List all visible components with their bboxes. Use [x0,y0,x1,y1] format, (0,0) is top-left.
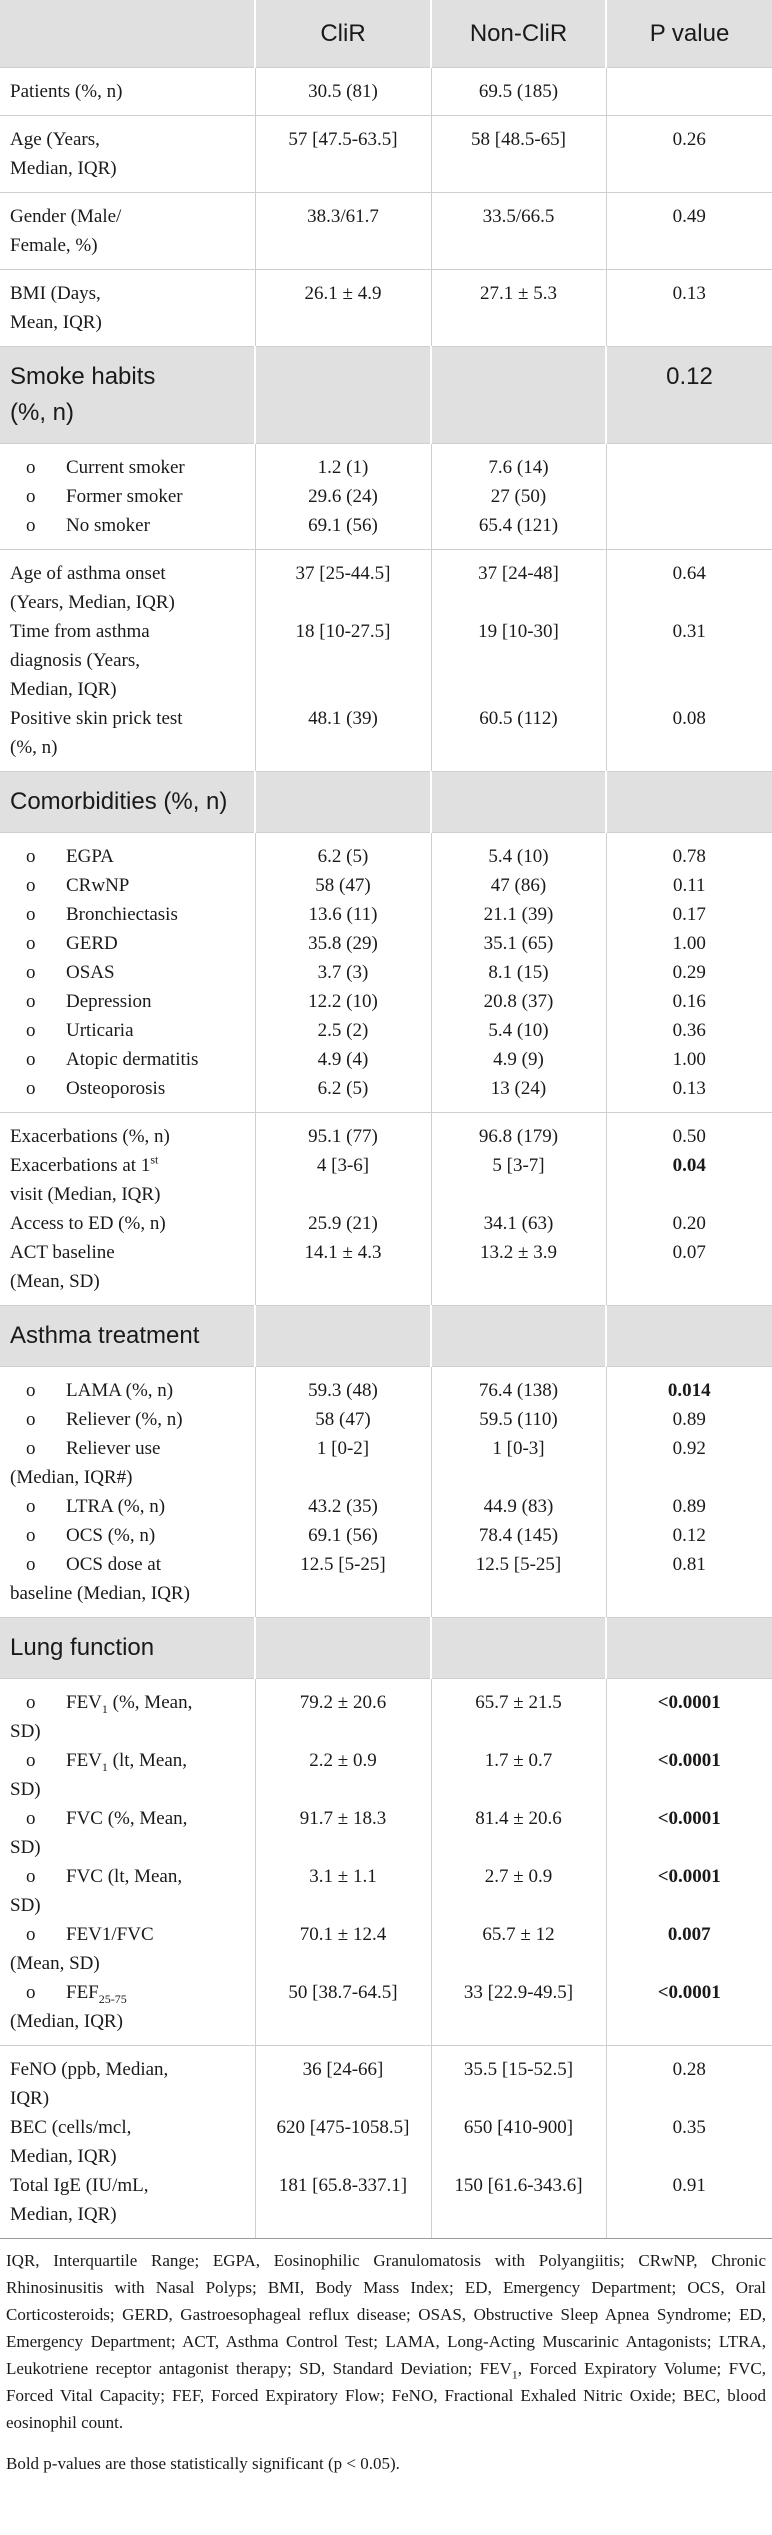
table-row: Gender (Male/ Female, %) 38.3/61.7 33.5/66.5 0.49 [0,193,772,270]
list-item: o OSAS [26,962,115,983]
table-row: Exacerbations (%, n) Exacerbations at 1st visit (Median, IQR) Access to ED (%, n) ACT baseline (Mean, SD) 95.1 (77) 4 [3-6] 25.9 (21) 14.1 ± 4.3 96.8 (179) 5 [3-7] 34.1 (63) 13.2 ± 3.9 0.50 0.04 0.20 0.07 [0,1113,772,1306]
row-label: Time from asthma [10,621,150,642]
clir-value: 25.9 (21) [308,1213,378,1234]
nonclir-value: 37 [24-48] [478,563,559,584]
list-item: o Osteoporosis [26,1078,166,1099]
nonclir-value: 5 [3-7] [492,1155,545,1176]
nonclir-value: 65.7 ± 21.5 [475,1692,562,1713]
header-nonclir: Non-CliR [431,0,606,68]
list-item: o OCS dose at [26,1554,161,1575]
nonclir-value: 1 [0-3] [492,1438,545,1459]
nonclir-value: 27.1 ± 5.3 [480,283,557,304]
table-row: FeNO (ppb, Median, IQR) BEC (cells/mcl, Median, IQR) Total IgE (IU/mL, Median, IQR) 36 [24-66] 620 [475-1058.5] 181 [65.8-337.1] 35.5 [15-52.5] 650 [410-900] 150 [61.6-343.6] 0.28 0.35 0.91 [0,2046,772,2239]
p-value [607,77,772,106]
p-value: 0.78 [672,846,706,867]
clir-value: 4.9 (4) [317,1049,369,1070]
p-value: 0.36 [672,1020,706,1041]
nonclir-value: 12.5 [5-25] [475,1554,562,1575]
clir-value: 43.2 (35) [308,1496,378,1517]
clir-value: 70.1 ± 12.4 [299,1924,387,1945]
list-item: o Reliever (%, n) [26,1409,183,1430]
nonclir-value: 13.2 ± 3.9 [480,1242,557,1263]
p-value: <0.0001 [657,1692,721,1713]
p-value: 0.35 [672,2117,706,2138]
nonclir-value: 96.8 (179) [478,1126,559,1147]
list-item: o LAMA (%, n) [26,1380,174,1401]
section-row-comorbidities [0,772,772,833]
nonclir-value: 7.6 (14) [488,457,549,478]
nonclir-value: 59.5 (110) [479,1409,558,1430]
clir-value: 35.8 (29) [308,933,378,954]
nonclir-value: 8.1 (15) [488,962,549,983]
list-item: o GERD [26,933,118,954]
p-value: 0.26 [672,129,706,150]
p-value: 0.12 [672,1525,706,1546]
p-value: 0.13 [672,283,706,304]
nonclir-value: 69.5 (185) [478,81,559,102]
list-item: o Bronchiectasis [26,904,178,925]
clir-value: 38.3/61.7 [307,206,379,227]
clir-value: 1.2 (1) [317,457,369,478]
list-item: o No smoker [26,515,150,536]
p-value: 0.08 [672,708,706,729]
p-value: 0.20 [672,1213,706,1234]
p-value: 0.92 [672,1438,706,1459]
table-row: o $FEV_1$ (%, Mean, SD) o $FEV_1$ (lt, Mean, SD) o FVC (%, Mean, SD) o FVC (lt, Mean, SD) o FEV1/FVC (Mean, SD) o $FEF_{25-75}$ (Median, IQR) 79.2 ± 20.6 2.2 ± 0.9 91.7 ± 18.3 3.1 ± 1.1 70.1 ± 12.4 50 [38.7-64.5] 65.7 ± 21.5 1.7 ± 0.7 81.4 ± 20.6 2.7 ± 0.9 65.7 ± 12 33 [22.9-49.5] <0.0001 <0.0001 <0.0001 <0.0001 0.007 <0.0001 [0,1679,772,2046]
clir-value: 3.7 (3) [317,962,369,983]
section-row-lung [0,1618,772,1679]
nonclir-value: 5.4 (10) [488,846,549,867]
row-label: Gender (Male/ [10,206,122,227]
list-item: o Depression [26,991,152,1012]
table-row: Age of asthma onset (Years, Median, IQR) Time from asthma diagnosis (Years, Median, IQR) Positive skin prick test (%, n) 37 [25-44.5] 18 [10-27.5] 48.1 (39) 37 [24-48] 19 [10-30] 60.5 (112) 0.64 0.31 0.08 [0,550,772,772]
p-value: 0.89 [672,1496,706,1517]
nonclir-value: 650 [410-900] [463,2117,574,2138]
section-row-smoke: Smoke habits (%, n) 0.12 [0,347,772,444]
list-item: o $FEV_1$ (lt, Mean, [26,1750,188,1774]
p-value: 0.014 [667,1380,711,1401]
list-item: o EGPA [26,846,114,867]
nonclir-value: 13 (24) [490,1078,547,1099]
p-value [607,511,772,540]
p-value: 0.007 [667,1924,711,1945]
nonclir-value: 35.5 [15-52.5] [463,2059,574,2080]
clir-value: 18 [10-27.5] [295,621,391,642]
p-value: 0.16 [672,991,706,1012]
p-value: 0.31 [672,621,706,642]
clir-value: 26.1 ± 4.9 [304,283,382,304]
clir-value: 37 [25-44.5] [295,563,391,584]
p-value: 0.29 [672,962,706,983]
nonclir-value: 150 [61.6-343.6] [454,2175,583,2196]
clir-value: 69.1 (56) [308,515,378,536]
header-clir: CliR [255,0,431,68]
table-row: o LAMA (%, n) o Reliever (%, n) o Reliever use (Median, IQR#) o LTRA (%, n) o OCS (%, n) o OCS dose at baseline (Median, IQR) 59.3 (48) 58 (47) 1 [0-2] 43.2 (35) 69.1 (56) 12.5 [5-25] 76.4 (138) 59.5 (110) 1 [0-3] 44.9 (83) 78.4 (145) 12.5 [5-25] 0.014 0.89 0.92 0.89 0.12 0.81 [0,1367,772,1618]
row-label: FeNO (ppb, Median, [10,2059,169,2080]
row-label: Age of asthma onset [10,563,166,584]
p-value: <0.0001 [657,1808,721,1829]
row-label: Exacerbations (%, n) [10,1126,170,1147]
table-row: Age (Years, Median, IQR) 57 [47.5-63.5] 58 [48.5-65] 0.26 [0,116,772,193]
p-value: 0.04 [672,1155,706,1176]
list-item: o LTRA (%, n) [26,1496,166,1517]
clir-value: 58 (47) [315,1409,371,1430]
table-row [0,68,772,116]
list-item: o OCS (%, n) [26,1525,156,1546]
nonclir-value: 76.4 (138) [478,1380,559,1401]
clir-value: 59.3 (48) [308,1380,378,1401]
p-value: 0.07 [672,1242,706,1263]
section-title: Smoke habits [10,363,156,390]
row-label: Positive skin prick test [10,708,183,729]
clir-value: 6.2 (5) [317,1078,369,1099]
clir-value: 91.7 ± 18.3 [299,1808,387,1829]
list-item: o Reliever use [26,1438,161,1459]
clir-value: 79.2 ± 20.6 [299,1692,387,1713]
list-item: o CRwNP [26,875,130,896]
p-value: 1.00 [672,1049,706,1070]
list-item: o Former smoker [26,486,183,507]
list-item: o $FEF_{25-75}$ [26,1982,127,2006]
significance-note: Bold p-values are those statistically significant (p < 0.05). [6,2454,400,2473]
p-value: 0.12 [666,363,713,390]
clir-value: 620 [475-1058.5] [276,2117,410,2138]
table-footnote [0,2238,772,2477]
clir-value: 12.2 (10) [308,991,378,1012]
table-row [0,833,772,1113]
p-value: 0.81 [672,1554,706,1575]
nonclir-value: 21.1 (39) [483,904,554,925]
p-value: 0.13 [672,1078,706,1099]
list-item: o Atopic dermatitis [26,1049,199,1070]
clir-value: 2.5 (2) [317,1020,369,1041]
p-value: <0.0001 [657,1982,721,2003]
nonclir-value: 19 [10-30] [478,621,559,642]
p-value [607,453,772,482]
clir-value: 36 [24-66] [302,2059,384,2080]
p-value: 0.11 [672,875,706,896]
row-label: BMI (Days, [10,283,101,304]
section-title: Asthma treatment [10,1322,200,1349]
clir-value: 57 [47.5-63.5] [288,129,398,150]
p-value: 0.91 [672,2175,706,2196]
nonclir-value: 1.7 ± 0.7 [484,1750,553,1771]
row-label: Total IgE (IU/mL, [10,2175,149,2196]
table-header-row [0,0,772,68]
clir-value: 2.2 ± 0.9 [309,1750,377,1771]
p-value: 0.28 [672,2059,706,2080]
clir-value: 95.1 (77) [308,1126,378,1147]
clir-value: 29.6 (24) [308,486,378,507]
abbreviations-note: IQR, Interquartile Range; EGPA, Eosinophilic Granulomatosis with Polyangiitis; CRwNP, Chronic Rhinosinusitis with Nasal Polyps; BMI, Body Mass Index; ED, Emergency Department; OCS, Oral Corticosteroids; GERD, Gastroesophageal reflux disease; OSAS, Obstructive Sleep Apnea Syndrome; ED, Emergency Department; ACT, Asthma Control Test; LAMA, Long-Acting Muscarinic Antagonists; LTRA, Leukotriene receptor antagonist therapy; SD, Standard Deviation; $FEV_1$, Forced Expiratory Volume; FVC, Forced Vital Capacity; FEF, Forced Expiratory Flow; FeNO, Fractional Exhaled Nitric Oxide; BEC, blood eosinophil count. [6,2251,767,2432]
row-label: BEC (cells/mcl, [10,2117,132,2138]
section-row-treatment [0,1306,772,1367]
table-row: BMI (Days, Mean, IQR) 26.1 ± 4.9 27.1 ± 5.3 0.13 [0,270,772,347]
nonclir-value: 33 [22.9-49.5] [463,1982,574,2003]
p-value: 0.64 [672,563,706,584]
nonclir-value: 65.7 ± 12 [482,1924,555,1945]
clir-value: 30.5 (81) [308,81,378,102]
clir-value: 58 (47) [315,875,371,896]
list-item: o Current smoker [26,457,185,478]
nonclir-value: 81.4 ± 20.6 [475,1808,562,1829]
clir-value: 14.1 ± 4.3 [304,1242,382,1263]
list-item: o FEV1/FVC [26,1924,154,1945]
row-label: Age (Years, [10,129,100,150]
p-value: 0.89 [672,1409,706,1430]
clir-value: 4 [3-6] [316,1155,370,1176]
header-variable [0,0,255,68]
list-item: o FVC (%, Mean, [26,1808,188,1829]
p-value: 0.49 [672,206,706,227]
list-item: o $FEV_1$ (%, Mean, [26,1692,193,1716]
clir-value: 50 [38.7-64.5] [288,1982,398,2003]
clir-value: 181 [65.8-337.1] [278,2175,408,2196]
clir-value: 69.1 (56) [308,1525,378,1546]
p-value: 0.17 [672,904,706,925]
section-title: Lung function [10,1634,155,1661]
nonclir-value: 35.1 (65) [483,933,554,954]
nonclir-value: 44.9 (83) [483,1496,554,1517]
clir-value: 48.1 (39) [308,708,378,729]
p-value: <0.0001 [657,1866,721,1887]
p-value: 1.00 [672,933,706,954]
row-label: ACT baseline [10,1242,115,1263]
nonclir-value: 78.4 (145) [478,1525,559,1546]
nonclir-value: 20.8 (37) [483,991,554,1012]
nonclir-value: 58 [48.5-65] [471,129,566,150]
table-row [0,444,772,550]
row-label: Patients (%, n) [10,81,123,102]
p-value: <0.0001 [657,1750,721,1771]
clir-value: 13.6 (11) [308,904,378,925]
clir-value: 6.2 (5) [317,846,369,867]
nonclir-value: 60.5 (112) [479,708,558,729]
nonclir-value: 47 (86) [490,875,547,896]
clir-value: 12.5 [5-25] [300,1554,386,1575]
nonclir-value: 34.1 (63) [483,1213,554,1234]
row-label: Access to ED (%, n) [10,1213,166,1234]
row-label: Exacerbations at 1st [10,1152,159,1176]
nonclir-value: 27 (50) [490,486,547,507]
clir-value: 1 [0-2] [316,1438,370,1459]
list-item: o Urticaria [26,1020,134,1041]
nonclir-value: 5.4 (10) [488,1020,549,1041]
nonclir-value: 65.4 (121) [478,515,559,536]
nonclir-value: 4.9 (9) [493,1049,544,1070]
p-value [607,482,772,511]
nonclir-value: 2.7 ± 0.9 [484,1866,553,1887]
clir-value: 3.1 ± 1.1 [309,1866,377,1887]
header-pvalue: P value [606,0,772,68]
list-item: o FVC (lt, Mean, [26,1866,183,1887]
section-title: Comorbidities (%, n) [10,788,228,815]
nonclir-value: 33.5/66.5 [482,206,555,227]
p-value: 0.50 [672,1126,706,1147]
